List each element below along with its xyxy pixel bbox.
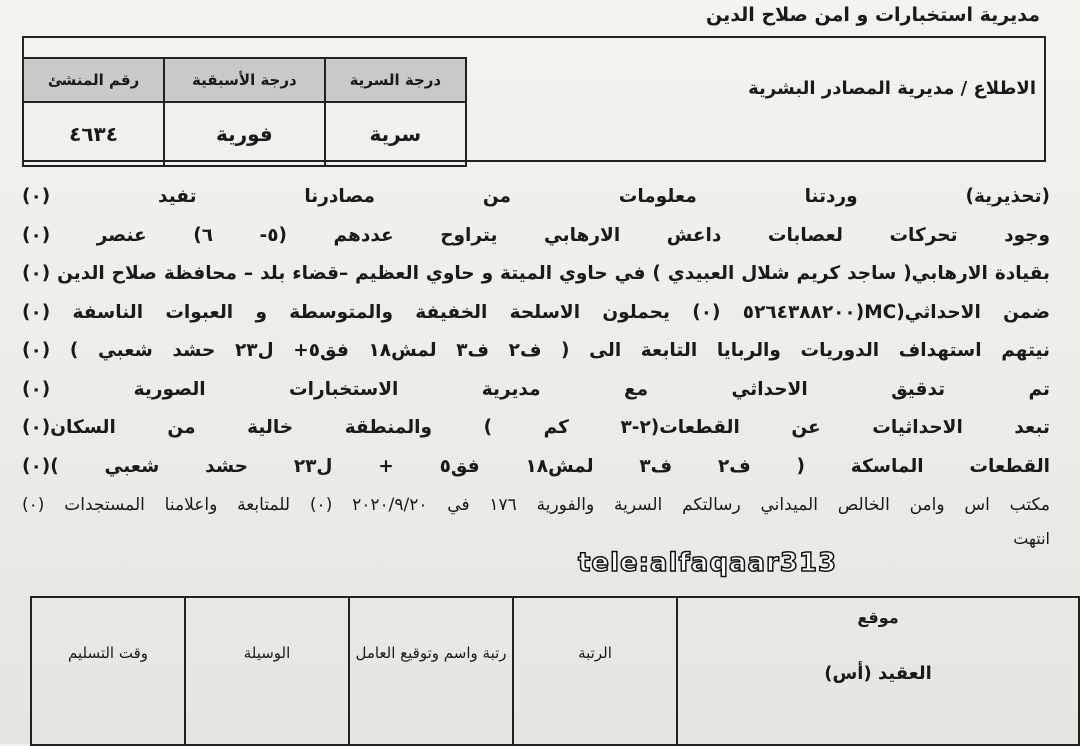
delivery-table — [30, 596, 1080, 746]
originator-number-header: رقم المنشئ — [23, 58, 164, 102]
body-line: مكتب اس وامن الخالص الميداني رسالتكم السرية والفورية ١٧٦ في ٢٠٢٠/٩/٢٠ (٠) للمتابعة واعلامنا المستجدات (٠) — [22, 495, 1050, 515]
delivery-time-header: وقت التسليم — [31, 597, 185, 745]
body-line: نيتهم استهداف الدوريات والربايا التابعة الى ( ف٢ ف٣ لمش١٨ فق٥+ ل٢٣ حشد شعبي ) (٠) — [22, 340, 1050, 361]
body-line: تم تدقيق الاحداثي مع مديرية الاستخبارات الصورية (٠) — [22, 378, 1050, 400]
body-line: تبعد الاحداثيات عن القطعات(٢-٣ كم ) والمنطقة خالية من السكان(٠) — [22, 417, 1050, 438]
classification-table — [22, 57, 467, 162]
body-line: بقيادة الارهابي( ساجد كريم شلال العبيدي ) في حاوي الميتة و حاوي العظيم –قضاء بلد – محافظة صلاح الدين (٠) — [22, 263, 1050, 284]
secrecy-header: درجة السرية — [325, 58, 466, 102]
precedence-value: فورية — [164, 102, 325, 166]
message-body — [22, 178, 1050, 553]
signature-rank: العقيد (أس) — [824, 663, 932, 684]
secrecy-value: سرية — [325, 102, 466, 166]
signature-cell — [677, 597, 1079, 745]
signature-label: موقع — [857, 608, 899, 627]
worker-signature-header: رتبة واسم وتوقيع العامل — [349, 597, 513, 745]
rank-header: الرتبة — [513, 597, 677, 745]
body-line: ضمن الاحداثي(MC(٥٢٦٤٣٨٨٢٠٠ (٠) يحملون الاسلحة الخفيفة والمتوسطة و العبوات الناسفة (٠) — [22, 301, 1051, 323]
watermark: tele:alfaqaar313 — [578, 548, 838, 578]
body-line: القطعات الماسكة ( ف٢ ف٣ لمش١٨ فق٥ + ل٢٣ حشد شعبي )(٠) — [22, 455, 1051, 477]
body-line: (تحذيرية) وردتنا معلومات من مصادرنا تفيد (٠) — [22, 186, 1050, 207]
originator-number-value: ٤٦٣٤ — [23, 102, 164, 166]
end-marker: انتهت — [1013, 528, 1050, 548]
delivery-method-header: الوسيلة — [185, 597, 349, 745]
recipient-label: الاطلاع / مديرية المصادر البشرية — [748, 78, 1036, 99]
directorate-header: مديرية استخبارات و امن صلاح الدين — [705, 4, 1040, 26]
body-line: وجود تحركات لعصابات داعش الارهابي يتراوح عددهم (٥- ٦) عنصر (٠) — [22, 224, 1051, 246]
precedence-header: درجة الأسبقية — [164, 58, 325, 102]
